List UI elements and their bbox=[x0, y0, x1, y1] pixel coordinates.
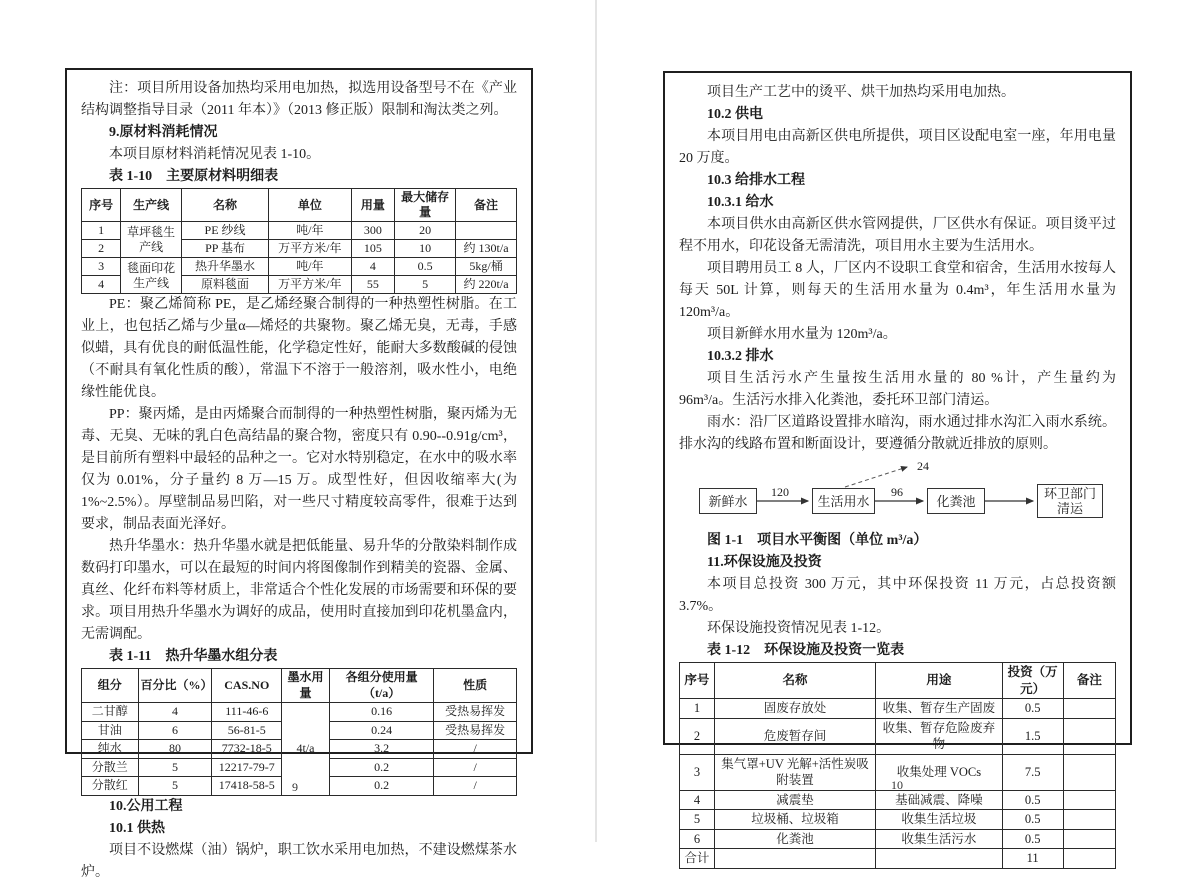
water-balance-flow-diagram bbox=[679, 460, 1119, 530]
section-heading-10-2: 10.2 供电 bbox=[707, 107, 763, 122]
cell bbox=[1063, 849, 1115, 869]
cell: 化粪池 bbox=[714, 829, 875, 849]
figure-1-1-caption: 图 1-1 项目水平衡图（单位 m³/a） bbox=[707, 533, 928, 548]
cell-line-group: 毯面印花生产线 bbox=[121, 258, 182, 294]
cell: 分散兰 bbox=[82, 758, 139, 777]
water-supply-paragraph-2: 项目聘用员工 8 人，厂区内不设职工食堂和宿舍，生活用水按每人每天 50L 计算，则每天的生活用水量为 0.4m³，年生活用水量为 120m³/a。 bbox=[679, 261, 1116, 320]
col-header: 墨水用量 bbox=[282, 669, 330, 703]
cell: 5 bbox=[138, 758, 212, 777]
cell: 0.2 bbox=[329, 758, 433, 777]
table-header-row bbox=[82, 189, 517, 222]
cell: 1.5 bbox=[1002, 718, 1063, 754]
section-heading-10-3: 10.3 给排水工程 bbox=[707, 173, 805, 188]
col-header: 用量 bbox=[351, 189, 395, 222]
cell: 4 bbox=[351, 258, 395, 276]
cell: / bbox=[434, 777, 517, 796]
cell: 5kg/桶 bbox=[456, 258, 517, 276]
cell: 56-81-5 bbox=[212, 721, 282, 740]
flow-box-septic-tank: 化粪池 bbox=[927, 488, 985, 514]
cell: 0.5 bbox=[1002, 829, 1063, 849]
cell: 合计 bbox=[680, 849, 715, 869]
cell: PP 基布 bbox=[182, 240, 269, 258]
col-header: 序号 bbox=[680, 663, 715, 699]
cell: 5 bbox=[680, 810, 715, 830]
section-11-paragraph-1: 本项目总投资 300 万元，其中环保投资 11 万元，占总投资额 3.7%。 bbox=[679, 577, 1116, 614]
page-9-frame bbox=[65, 68, 533, 880]
cell: 0.5 bbox=[1002, 810, 1063, 830]
table-row bbox=[680, 829, 1116, 849]
cell-line-group: 草坪毯生产线 bbox=[121, 222, 182, 258]
flow-box-domestic-water: 生活用水 bbox=[812, 488, 875, 514]
cell: 10 bbox=[395, 240, 456, 258]
table-1-10-raw-materials bbox=[81, 188, 517, 294]
table-row bbox=[82, 258, 517, 276]
flow-value-120: 120 bbox=[771, 485, 789, 499]
ink-description: 热升华墨水：热升华墨水就是把低能量、易升华的分散染料制作成数码打印墨水，可以在最短的时间内将图像制作到精美的瓷器、金属、真丝、化纤布料等材质上，非常适合个性化发展的市场需要和环保的要求。项目用热升华墨水为调好的成品，使用时直接加到印花机墨盒内，无需调配。 bbox=[81, 539, 517, 642]
cell: 收集、暂存生产固废 bbox=[876, 699, 1002, 719]
cell: 7.5 bbox=[1002, 754, 1063, 790]
table-row bbox=[680, 718, 1116, 754]
section-heading-10-1: 10.1 供热 bbox=[109, 820, 165, 836]
cell: 3 bbox=[82, 258, 121, 276]
cell bbox=[1063, 790, 1115, 810]
note-paragraph: 注：项目所用设备加热均采用电加热，拟选用设备型号不在《产业结构调整指导目录（2011 年本）》（2013 修正版）限制和淘汰类之列。 bbox=[81, 81, 517, 118]
col-header: 单位 bbox=[269, 189, 352, 222]
cell: 20 bbox=[395, 222, 456, 240]
cell bbox=[876, 849, 1002, 869]
cell-ink-usage: 4t/a bbox=[282, 703, 330, 796]
cell: 约 130t/a bbox=[456, 240, 517, 258]
cell: 受热易挥发 bbox=[434, 721, 517, 740]
cell: 4 bbox=[82, 276, 121, 294]
cell: 17418-58-5 bbox=[212, 777, 282, 796]
cell: 受热易挥发 bbox=[434, 703, 517, 722]
table-row bbox=[82, 222, 517, 240]
flow-value-96: 96 bbox=[891, 485, 903, 499]
cell: 集气罩+UV 光解+活性炭吸附装置 bbox=[714, 754, 875, 790]
cell: 12217-79-7 bbox=[212, 758, 282, 777]
page-number-10: 10 bbox=[891, 778, 903, 792]
arrow-evaporation-loss bbox=[845, 467, 907, 487]
cell: 吨/年 bbox=[269, 258, 352, 276]
table-row-total bbox=[680, 849, 1116, 869]
cell: 4 bbox=[680, 790, 715, 810]
cell: 11 bbox=[1002, 849, 1063, 869]
page-10-frame bbox=[663, 71, 1132, 865]
page-number-9: 9 bbox=[292, 780, 298, 794]
cell: 二甘醇 bbox=[82, 703, 139, 722]
cell: 纯水 bbox=[82, 740, 139, 759]
cell: 热升华墨水 bbox=[182, 258, 269, 276]
col-header: 投资（万元） bbox=[1002, 663, 1063, 699]
water-supply-paragraph-1: 本项目供水由高新区供水管网提供，厂区供水有保证。项目烫平过程不用水，印花设备无需清洗，项目用水主要为生活用水。 bbox=[679, 217, 1116, 254]
col-header: 最大储存量 bbox=[395, 189, 456, 222]
col-header: 名称 bbox=[714, 663, 875, 699]
cell bbox=[714, 849, 875, 869]
col-header: 性质 bbox=[434, 669, 517, 703]
cell: 111-46-6 bbox=[212, 703, 282, 722]
cell: 0.5 bbox=[395, 258, 456, 276]
cell: / bbox=[434, 758, 517, 777]
cell bbox=[1063, 718, 1115, 754]
flow-value-24: 24 bbox=[917, 459, 929, 473]
cell: 300 bbox=[351, 222, 395, 240]
col-header: 名称 bbox=[182, 189, 269, 222]
cell bbox=[1063, 829, 1115, 849]
cell bbox=[1063, 699, 1115, 719]
cell: 2 bbox=[82, 240, 121, 258]
drainage-paragraph-2: 雨水：沿厂区道路设置排水暗沟，雨水通过排水沟汇入雨水系统。排水沟的线路布置和断面设计，要遵循分散就近排放的原则。 bbox=[679, 415, 1116, 452]
cell: 2 bbox=[680, 718, 715, 754]
cell: 80 bbox=[138, 740, 212, 759]
pp-description: PP：聚丙烯，是由丙烯聚合而制得的一种热塑性树脂，聚丙烯为无毒、无臭、无味的乳白色高结晶的聚合物，密度只有 0.90--0.91g/cm³，是目前所有塑料中最轻的品种之一。它对水特别稳定，在水中的吸水率仅为 0.01%，分子量约 8 万—15 万。成型性好，但因收缩率大(为 1%~2.5%）。厚壁制品易凹陷，对一些尺寸精度较高零件，很难于达到要求，制品表面光泽好。 bbox=[81, 407, 517, 532]
col-header: 备注 bbox=[1063, 663, 1115, 699]
table-header-row bbox=[680, 663, 1116, 699]
cell: PE 纱线 bbox=[182, 222, 269, 240]
cell: 0.5 bbox=[1002, 699, 1063, 719]
cell: 吨/年 bbox=[269, 222, 352, 240]
cell: 危废暂存间 bbox=[714, 718, 875, 754]
table-1-10-caption: 表 1-10 主要原材料明细表 bbox=[109, 169, 279, 184]
cell: 3 bbox=[680, 754, 715, 790]
table-1-12-env-investment bbox=[679, 662, 1116, 869]
cell: 5 bbox=[395, 276, 456, 294]
section-heading-10-3-2: 10.3.2 排水 bbox=[707, 349, 774, 364]
flow-box-sanitation-dept: 环卫部门清运 bbox=[1037, 484, 1103, 518]
cell bbox=[456, 222, 517, 240]
cell: 4 bbox=[138, 703, 212, 722]
table-header-row bbox=[82, 669, 517, 703]
page-gutter-divider bbox=[595, 0, 597, 842]
cell: 55 bbox=[351, 276, 395, 294]
cell: 约 220t/a bbox=[456, 276, 517, 294]
cell: 0.5 bbox=[1002, 790, 1063, 810]
cell: 收集处理 VOCs bbox=[876, 754, 1002, 790]
col-header: 百分比（%） bbox=[138, 669, 212, 703]
col-header: 组分 bbox=[82, 669, 139, 703]
cell: 甘油 bbox=[82, 721, 139, 740]
table-1-12-caption: 表 1-12 环保设施及投资一览表 bbox=[707, 643, 905, 658]
table-1-11-caption: 表 1-11 热升华墨水组分表 bbox=[109, 649, 278, 664]
section-10-2-paragraph: 本项目用电由高新区供电所提供，项目区设配电室一座，年用电量 20 万度。 bbox=[679, 129, 1116, 166]
cell: 0.16 bbox=[329, 703, 433, 722]
section-10-1-paragraph: 项目不设燃煤（油）锅炉，职工饮水采用电加热，不建设燃煤茶水炉。 bbox=[81, 842, 517, 880]
cell bbox=[1063, 754, 1115, 790]
cell: 0.24 bbox=[329, 721, 433, 740]
col-header: 备注 bbox=[456, 189, 517, 222]
cell: / bbox=[434, 740, 517, 759]
section-heading-9: 9.原材料消耗情况 bbox=[109, 125, 218, 140]
cell: 6 bbox=[680, 829, 715, 849]
cell: 0.2 bbox=[329, 777, 433, 796]
cell bbox=[1063, 810, 1115, 830]
col-header: 生产线 bbox=[121, 189, 182, 222]
cell: 收集生活垃圾 bbox=[876, 810, 1002, 830]
section-9-intro: 本项目原材料消耗情况见表 1-10。 bbox=[109, 147, 321, 162]
cell: 减震垫 bbox=[714, 790, 875, 810]
col-header: CAS.NO bbox=[212, 669, 282, 703]
section-heading-10-3-1: 10.3.1 给水 bbox=[707, 195, 774, 210]
cell: 105 bbox=[351, 240, 395, 258]
section-11-paragraph-2: 环保设施投资情况见表 1-12。 bbox=[707, 621, 891, 636]
table-1-11-ink-composition bbox=[81, 668, 517, 796]
pe-description: PE：聚乙烯简称 PE，是乙烯经聚合制得的一种热塑性树脂。在工业上，也包括乙烯与少量α—烯烃的共聚物。聚乙烯无臭，无毒，手感似蜡，具有优良的耐低温性能，化学稳定性好，能耐大多数酸碱的侵蚀（不耐具有氧化性质的酸），常温下不溶于一般溶剂，吸水性小，电绝缘性能优良。 bbox=[81, 297, 517, 400]
intro-paragraph: 项目生产工艺中的烫平、烘干加热均采用电加热。 bbox=[707, 85, 1015, 100]
cell: 万平方米/年 bbox=[269, 276, 352, 294]
cell: 3.2 bbox=[329, 740, 433, 759]
col-header: 序号 bbox=[82, 189, 121, 222]
table-row bbox=[680, 810, 1116, 830]
cell: 收集生活污水 bbox=[876, 829, 1002, 849]
water-supply-paragraph-3: 项目新鲜水用水量为 120m³/a。 bbox=[707, 327, 897, 342]
cell: 万平方米/年 bbox=[269, 240, 352, 258]
section-heading-10: 10.公用工程 bbox=[109, 798, 183, 814]
cell: 分散红 bbox=[82, 777, 139, 796]
table-row bbox=[82, 703, 517, 722]
cell: 7732-18-5 bbox=[212, 740, 282, 759]
flow-box-fresh-water: 新鲜水 bbox=[699, 488, 757, 514]
cell: 6 bbox=[138, 721, 212, 740]
cell: 垃圾桶、垃圾箱 bbox=[714, 810, 875, 830]
cell: 原料毯面 bbox=[182, 276, 269, 294]
col-header: 各组分使用量（t/a） bbox=[329, 669, 433, 703]
cell: 5 bbox=[138, 777, 212, 796]
col-header: 用途 bbox=[876, 663, 1002, 699]
drainage-paragraph-1: 项目生活污水产生量按生活用水量的 80 %计，产生量约为 96m³/a。生活污水排入化粪池，委托环卫部门清运。 bbox=[679, 371, 1116, 408]
cell: 收集、暂存危险废弃物 bbox=[876, 718, 1002, 754]
cell: 1 bbox=[680, 699, 715, 719]
section-heading-11: 11.环保设施及投资 bbox=[707, 555, 822, 570]
cell: 基础减震、降噪 bbox=[876, 790, 1002, 810]
cell: 固废存放处 bbox=[714, 699, 875, 719]
cell: 1 bbox=[82, 222, 121, 240]
table-row bbox=[680, 699, 1116, 719]
